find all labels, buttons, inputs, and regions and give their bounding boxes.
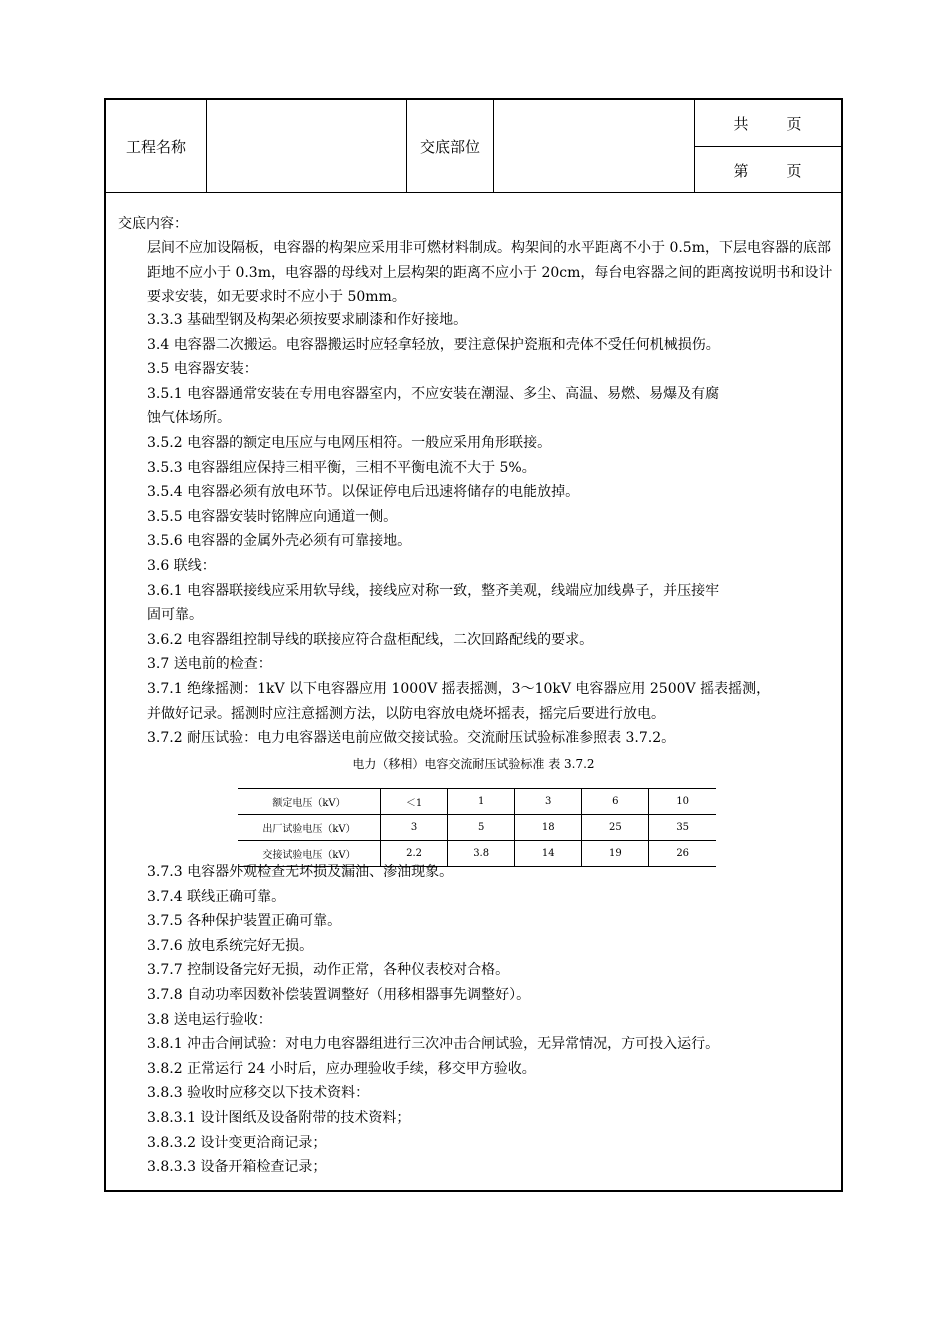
content-line: 3.5.2 电容器的额定电压应与电网压相符。一般应采用角形联接。 bbox=[147, 435, 552, 451]
content-line: 3.7.4 联线正确可靠。 bbox=[147, 888, 286, 905]
content-line: 蚀气体场所。 bbox=[147, 410, 231, 427]
table-row bbox=[238, 789, 716, 815]
table-cell: 3 bbox=[381, 815, 448, 841]
total-pages-cell bbox=[694, 100, 841, 146]
table-cell: 35 bbox=[649, 815, 716, 841]
voltage-test-table bbox=[238, 788, 716, 867]
paragraph-intro: 层间不应加设隔板，电容器的构架应采用非可燃材料制成。构架间的水平距离不小于 0.5m，下层电容器的底部距地不应小于 0.3m，电容器的母线对上层构架的距离不应小于 20cm，每台电容器之间的距离按说明书和设计要求安装，如无要求时不应小于 50mm。 bbox=[147, 240, 833, 306]
content-line: 3.8 送电运行验收： bbox=[147, 1011, 272, 1028]
table-row-header: 出厂试验电压（kV） bbox=[238, 815, 381, 841]
page-number-cell bbox=[694, 147, 841, 193]
content-line: 3.6 联线： bbox=[147, 558, 216, 574]
table-cell: 19 bbox=[582, 841, 649, 867]
content-line: 3.6.1 电容器联接线应采用软导线，接线应对称一致，整齐美观，线端应加线鼻子，并压接牢 bbox=[147, 582, 720, 599]
handover-part-label: 交底部位 bbox=[419, 137, 480, 156]
page-number-prefix: 第 bbox=[733, 161, 749, 180]
content-line: 3.7.5 各种保护装置正确可靠。 bbox=[147, 913, 342, 930]
project-name-value[interactable] bbox=[207, 100, 407, 192]
content-line: 3.7.7 控制设备完好无损，动作正常，各种仪表校对合格。 bbox=[147, 962, 510, 979]
content-line: 3.8.1 冲击合闸试验：对电力电容器组进行三次冲击合闸试验，无异常情况，方可投入运行。 bbox=[147, 1036, 720, 1053]
content-line: 3.6.2 电容器组控制导线的联接应符合盘柜配线，二次回路配线的要求。 bbox=[147, 631, 594, 648]
header-row bbox=[106, 100, 841, 193]
content-line: 3.7.1 绝缘摇测：1kV 以下电容器应用 1000V 摇表摇测，3～10kV 电容器应用 2500V 摇表摇测， bbox=[147, 681, 771, 697]
content-line: 3.5.4 电容器必须有放电环节。以保证停电后迅速将储存的电能放掉。 bbox=[147, 484, 580, 501]
total-pages-prefix: 共 bbox=[733, 114, 749, 133]
table-row-header: 额定电压（kV） bbox=[238, 789, 381, 815]
content-line: 3.8.2 正常运行 24 小时后，应办理验收手续，移交甲方验收。 bbox=[147, 1060, 536, 1077]
table-cell: 10 bbox=[649, 789, 716, 815]
content-line: 3.5.5 电容器安装时铭牌应向通道一侧。 bbox=[147, 508, 398, 525]
table-cell: 25 bbox=[582, 815, 649, 841]
content-line: 3.5.6 电容器的金属外壳必须有可靠接地。 bbox=[147, 533, 412, 550]
table-caption: 电力（移相）电容交流耐压试验标准 表 3.7.2 bbox=[352, 756, 595, 771]
table-row-header: 交接试验电压（kV） bbox=[238, 841, 381, 867]
content-line: 3.8.3 验收时应移交以下技术资料： bbox=[147, 1085, 370, 1102]
table-cell: 26 bbox=[649, 841, 716, 867]
content-line: 3.7 送电前的检查： bbox=[147, 656, 272, 673]
content-line: 3.8.3.3 设备开箱检查记录； bbox=[147, 1159, 327, 1176]
table-cell: 3 bbox=[515, 789, 582, 815]
table-cell: 5 bbox=[448, 815, 515, 841]
project-name-label: 工程名称 bbox=[125, 137, 186, 156]
total-pages-suffix: 页 bbox=[786, 114, 802, 133]
content-line: 3.4 电容器二次搬运。电容器搬运时应轻拿轻放，要注意保护瓷瓶和壳体不受任何机械损伤。 bbox=[147, 336, 720, 353]
table-cell: 1 bbox=[448, 789, 515, 815]
content-line: 3.5.3 电容器组应保持三相平衡，三相不平衡电流不大于 5%。 bbox=[147, 459, 536, 476]
content-line: 3.5.1 电容器通常安装在专用电容器室内，不应安装在潮湿、多尘、高温、易燃、易爆及有腐 bbox=[147, 385, 720, 402]
content-line: 3.7.6 放电系统完好无损。 bbox=[147, 937, 314, 954]
content-line: 固可靠。 bbox=[147, 607, 203, 624]
content-label: 交底内容： bbox=[118, 216, 188, 232]
table-cell: 3.8 bbox=[448, 841, 515, 867]
content-line: 3.7.3 电容器外观检查无坏损及漏油、渗油现象。 bbox=[147, 864, 454, 880]
table-cell: 18 bbox=[515, 815, 582, 841]
content-line: 3.5 电容器安装： bbox=[147, 361, 258, 378]
content-line: 3.7.2 耐压试验：电力电容器送电前应做交接试验。交流耐压试验标准参照表 3.7.2。 bbox=[147, 730, 676, 747]
table-cell: 14 bbox=[515, 841, 582, 867]
table-row bbox=[238, 815, 716, 841]
content-line: 3.8.3.1 设计图纸及设备附带的技术资料； bbox=[147, 1110, 411, 1126]
table-cell: 2.2 bbox=[381, 841, 448, 867]
content-line: 3.8.3.2 设计变更洽商记录； bbox=[147, 1134, 327, 1151]
handover-part-value[interactable] bbox=[494, 100, 694, 192]
table-cell: ＜1 bbox=[381, 789, 448, 815]
content-line: 并做好记录。摇测时应注意摇测方法，以防电容放电烧坏摇表，摇完后要进行放电。 bbox=[147, 705, 665, 722]
content-line: 3.7.8 自动功率因数补偿装置调整好（用移相器事先调整好）。 bbox=[147, 987, 531, 1003]
table-cell: 6 bbox=[582, 789, 649, 815]
page-number-suffix: 页 bbox=[786, 161, 802, 180]
content-line: 3.3.3 基础型钢及构架必须按要求刷漆和作好接地。 bbox=[147, 312, 468, 328]
handover-sheet bbox=[104, 98, 843, 1192]
